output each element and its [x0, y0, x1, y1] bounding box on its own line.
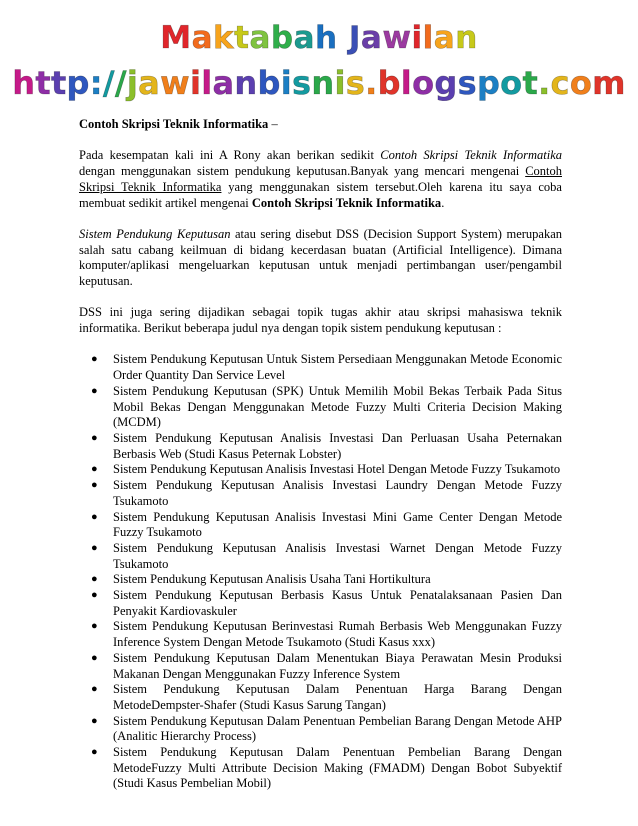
list-item-text: Sistem Pendukung Keputusan Berinvestasi Rumah Berbasis Web Menggunakan Fuzzy Inference System Dengan Metode Tsukamoto (Studi Kasus xxx) [113, 619, 562, 650]
heading-dash: – [268, 117, 278, 131]
article-heading [79, 117, 562, 133]
banner-url-letter: w [160, 64, 190, 102]
bullet-icon: ● [91, 479, 98, 492]
banner-url-letter: p [476, 64, 501, 102]
bullet-icon: ● [91, 432, 98, 444]
banner-url-letter: n [311, 64, 335, 102]
banner-title [0, 20, 638, 56]
banner-url-letter: c [550, 64, 570, 102]
bullet-icon: ● [91, 651, 98, 664]
list-item [79, 431, 562, 462]
intro-link[interactable]: Contoh Skripsi Teknik Informatika [79, 164, 562, 194]
list-item-text: Sistem Pendukung Keputusan Analisis Investasi Warnet Dengan Metode Fuzzy Tsukamoto [113, 540, 562, 571]
banner-title-letter: h [315, 20, 338, 56]
list-item [79, 510, 562, 541]
list-item-text: Sistem Pendukung Keputusan Dalam Penentuan Pembelian Barang Dengan Metode AHP (Analitic Hierarchy Process) [113, 713, 562, 744]
dss-emphasis: Sistem Pendukung Keputusan [79, 226, 231, 241]
list-item [79, 572, 562, 588]
list-item [79, 384, 562, 431]
dss-paragraph [79, 227, 562, 290]
banner-url-letter: t [35, 64, 51, 102]
bullet-icon: ● [91, 620, 98, 633]
banner-url-letter: m [592, 64, 626, 102]
banner-title-letter: J [348, 20, 361, 56]
banner-title-letter: a [249, 20, 271, 56]
banner-url-letter: a [138, 64, 161, 102]
list-item [79, 651, 562, 682]
bullet-icon: ● [91, 746, 98, 759]
document-body [79, 117, 562, 792]
list-item-text: Sistem Pendukung Keputusan Untuk Sistem Persediaan Menggunakan Metode Economic Order Quantity Dan Service Level [113, 352, 562, 383]
bullet-icon: ● [91, 589, 98, 602]
list-item [79, 745, 562, 792]
banner-url-letter: s [345, 64, 366, 102]
banner-url-letter: b [257, 64, 281, 102]
banner-title-letter: a [433, 20, 456, 56]
list-item-text: Sistem Pendukung Keputusan Analisis Investasi Laundry Dengan Metode Fuzzy Tsukamoto [113, 478, 562, 508]
list-item [79, 541, 562, 572]
banner-url-letter: / [114, 64, 127, 102]
bullet-icon: ● [91, 384, 98, 397]
banner-title-letter: a [191, 20, 213, 56]
banner-title-letter: t [234, 20, 250, 56]
banner-title-letter: n [455, 20, 478, 56]
list-item [79, 714, 562, 745]
banner-title-letter: a [293, 20, 315, 56]
intro-text-b: dengan menggunakan sistem pendukung keputusan.Banyak yang mencari mengenai [79, 164, 526, 179]
intro-strong: Contoh Skripsi Teknik Informatika [251, 195, 442, 210]
bullet-icon: ● [91, 463, 98, 476]
bullet-icon: ● [91, 353, 98, 366]
intro-emphasis: Contoh Skripsi Teknik Informatika [380, 148, 562, 163]
banner-url-letter: i [189, 64, 202, 102]
list-item-text: Sistem Pendukung Keputusan Analisis Investasi Mini Game Center Dengan Metode Fuzzy Tsukamoto [113, 509, 562, 540]
list-item-text: Sistem Pendukung Keputusan Berbasis Kasus Untuk Penatalaksanaan Pasien Dan Penyakit Kardiovaskuler [113, 588, 562, 618]
banner-title-letter: a [360, 20, 383, 56]
banner-title-letter: k [213, 20, 235, 56]
banner-title-letter: M [160, 20, 192, 56]
banner-url-letter: i [334, 64, 346, 102]
banner-url-letter: / [102, 64, 115, 102]
list-item-text: Sistem Pendukung Keputusan Dalam Menentukan Biaya Perawatan Mesin Produksi Makanan Dengan Menggunakan Fuzzy Inference System [113, 650, 562, 681]
intro-paragraph [79, 148, 562, 211]
banner-url-letter: l [400, 64, 413, 102]
banner-url-letter: . [538, 64, 551, 102]
list-item-text: Sistem Pendukung Keputusan (SPK) Untuk Memilih Mobil Bekas Terbaik Pada Situs Mobil Bekas Dengan Menggunakan Metode Fuzzy Multi Criteria Decision Making (MCDM) [113, 383, 562, 430]
banner-url-letter: : [89, 64, 103, 102]
banner-title-letter: l [422, 20, 434, 56]
banner-url-letter: h [12, 64, 36, 102]
banner-url-letter: l [201, 64, 213, 102]
bullet-icon: ● [91, 573, 98, 586]
banner-url-letter: o [412, 64, 435, 102]
list-item [79, 478, 562, 509]
banner-url-letter: i [280, 64, 292, 102]
banner-title-letter: i [411, 20, 423, 56]
list-item-text: Sistem Pendukung Keputusan Analisis Investasi Dan Perluasan Usaha Peternakan Berbasis Web (Studi Kasus Peternak Lobster) [113, 431, 562, 461]
intro-text-d: . [441, 195, 445, 210]
bullet-icon: ● [91, 510, 98, 523]
banner-url-letter: . [365, 64, 378, 102]
banner-url-letter: s [292, 64, 312, 102]
intro-text-a: Pada kesempatan kali ini A Rony akan berikan sedikit [79, 148, 381, 163]
banner-url-letter: p [66, 64, 90, 102]
list-item-text: Sistem Pendukung Keputusan Dalam Penentuan Pembelian Barang Dengan MetodeFuzzy Multi Attribute Decision Making (FMADM) Dengan Bobot Subyektif (Studi Kasus Pembelian Mobil) [113, 745, 562, 791]
list-item-text: Sistem Pendukung Keputusan Dalam Penentuan Harga Barang Dengan MetodeDempster-Shafer (Studi Kasus Sarung Tangan) [113, 682, 562, 712]
list-item [79, 682, 562, 713]
banner-url-letter: t [522, 64, 539, 102]
list-item [79, 588, 562, 619]
thesis-title-list [79, 352, 562, 792]
list-item [79, 352, 562, 383]
list-item-text: Sistem Pendukung Keputusan Analisis Investasi Hotel Dengan Metode Fuzzy Tsukamoto [113, 462, 561, 477]
bullet-icon: ● [91, 714, 98, 727]
bullet-icon: ● [91, 541, 98, 554]
banner-url-letter: j [126, 64, 139, 102]
heading-text: Contoh Skripsi Teknik Informatika [79, 117, 269, 131]
banner-title-letter: w [382, 20, 412, 56]
list-item-text: Sistem Pendukung Keputusan Analisis Usaha Tani Hortikultura [113, 572, 431, 587]
banner-url-letter: a [212, 64, 235, 102]
list-item [79, 619, 562, 650]
banner-url-letter: s [457, 64, 477, 102]
banner-title-letter: b [270, 20, 294, 56]
banner-url-letter: o [569, 64, 593, 102]
dss-text: atau sering disebut DSS (Decision Support System) merupakan salah satu cabang keilmuan di bidang kecerdasan buatan (Artificial Intelligence). Dimana komputer/aplikasi mengeluarkan keputusan untuk menjadi pertimbangan user/pengambil keputusan. [79, 226, 562, 288]
banner-url-letter: t [50, 64, 67, 102]
banner-url-letter: b [377, 64, 401, 102]
banner-title-letter [338, 20, 349, 56]
bullet-icon: ● [91, 683, 98, 696]
banner-url-letter: o [500, 64, 523, 102]
blog-banner [0, 0, 638, 112]
list-item [79, 462, 562, 478]
topics-paragraph: DSS ini juga sering dijadikan sebagai topik tugas akhir atau skripsi mahasiswa teknik informatika. Berikut beberapa judul nya dengan topik sistem pendukung keputusan : [79, 305, 562, 336]
banner-url-letter: n [234, 64, 258, 102]
intro-text-c: yang menggunakan sistem tersebut.Oleh karena itu saya coba membuat sedikit artikel mengenai [79, 179, 562, 210]
banner-url [0, 64, 638, 102]
banner-url-letter: g [434, 64, 458, 102]
